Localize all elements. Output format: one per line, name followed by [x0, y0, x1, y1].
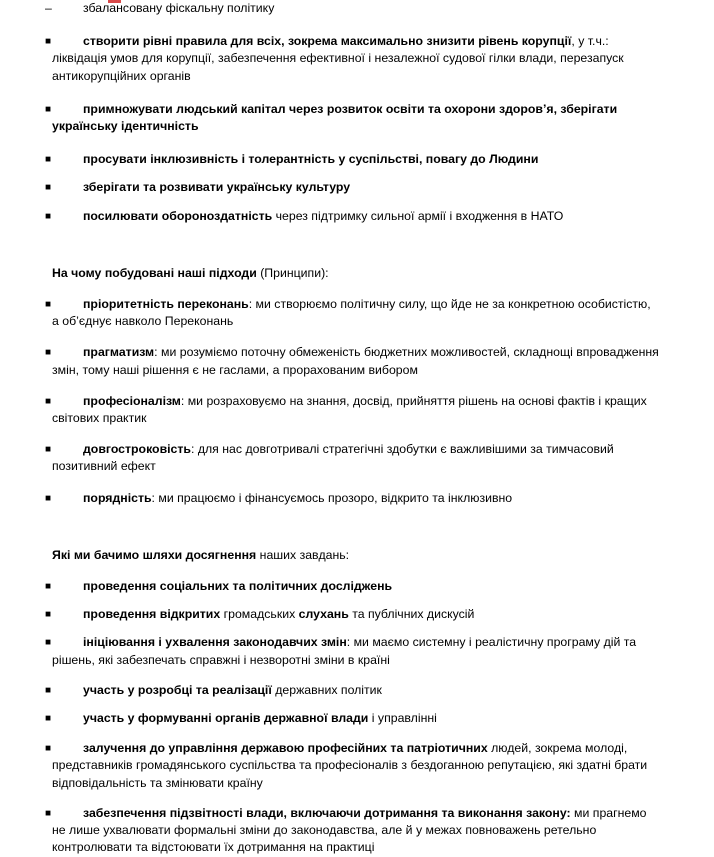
bullet-item [0, 606, 714, 623]
bullet-text [52, 296, 660, 330]
text-run: ми прагнемо не лише ухвалювати формальні зміни до законодавства, але й у межах повноважень ретельно контролювати та відстоювати їх дотримання на практиці [52, 805, 647, 855]
bullet-item [0, 740, 714, 792]
text-run-bold: примножувати людський капітал через розвиток освіти та охорони здоров’я, зберігати українську ідентичність [52, 101, 618, 134]
text-run-bold: професіоналізм [83, 393, 181, 408]
square-bullet-marker: ■ [45, 103, 52, 115]
text-run: та публічних дискусій [348, 607, 475, 622]
square-bullet-marker: ■ [45, 713, 52, 725]
text-run-bold: участь у формуванні органів державної влади [83, 711, 369, 726]
bullet-text [52, 805, 660, 857]
square-bullet-marker: ■ [45, 395, 52, 407]
bullet-item [0, 208, 714, 225]
heading-text [52, 266, 329, 280]
text-run: : для нас довготривалі стратегічні здобутки є важливішими за тимчасовий позитивний ефект [52, 442, 614, 474]
bullet-text [52, 101, 660, 135]
bullet-text [52, 578, 660, 595]
square-bullet-marker: ■ [45, 581, 52, 593]
section-heading [0, 547, 714, 564]
bullet-text [52, 0, 660, 17]
square-bullet-marker: ■ [45, 743, 52, 755]
square-bullet-marker: ■ [45, 807, 52, 819]
text-run: : ми працюємо і фінансуємось прозоро, відкрито та інклюзивно [151, 490, 513, 505]
text-run-bold: залучення до управління державою професійних та патріотичних [83, 741, 488, 756]
bullet-item [0, 634, 714, 668]
text-run: : ми створюємо політичну силу, що йде не за конкретною особистістю, а об’єднує навколо Переконань [52, 297, 651, 329]
square-bullet-marker: ■ [45, 609, 52, 621]
dash-bullet-marker: – [45, 1, 52, 15]
square-bullet-marker: ■ [45, 210, 52, 222]
text-run: державних політик [271, 682, 382, 697]
square-bullet-marker: ■ [45, 492, 52, 504]
text-run-bold: посилювати обороноздатність [83, 208, 273, 223]
text-run: через підтримку сильної армії і входження в НАТО [272, 208, 564, 223]
bullet-text [52, 441, 660, 475]
bullet-item [0, 179, 714, 196]
bullet-item [0, 101, 714, 135]
bullet-text [52, 710, 660, 727]
bullet-item [0, 344, 714, 378]
text-run-bold: проведення соціальних та політичних досліджень [83, 579, 393, 594]
square-bullet-marker: ■ [45, 444, 52, 456]
square-bullet-marker: ■ [45, 347, 52, 359]
text-run-bold: На чому побудовані наші підходи [52, 265, 257, 280]
text-run-bold: ініціювання і ухвалення законодавчих змін [83, 635, 347, 650]
bullet-text [52, 490, 660, 507]
text-run: : ми маємо системну і реалістичну програму дій та рішень, які забезпечать справжні і незворотні зміни в країні [52, 635, 637, 667]
bullet-text [52, 606, 660, 623]
text-run: : ми розраховуємо на знання, досвід, прийняття рішень на основі фактів і кращих світових практик [52, 393, 647, 426]
text-run-bold: пріоритетність переконань [83, 297, 249, 312]
bullet-text [52, 634, 660, 668]
bullet-text [52, 208, 660, 225]
square-bullet-marker: ■ [45, 684, 52, 696]
text-run: наших завдань: [256, 547, 350, 562]
text-run-bold: участь у розробці та реалізації [83, 682, 272, 697]
bullet-item [0, 490, 714, 507]
square-bullet-marker: ■ [45, 36, 52, 48]
text-run: , у т.ч.: ліквідація умов для корупції, забезпечення ефективної і незалежної судової гілки влади, перезапуск антикорупційних органів [52, 34, 624, 83]
text-run-bold: Які ми бачимо шляхи досягнення [52, 547, 257, 562]
heading-text [52, 548, 349, 562]
bullet-item [0, 710, 714, 727]
text-run-bold: просувати інклюзивність і толерантність у суспільстві, повагу до Людини [83, 152, 539, 167]
text-run: збалансовану фіскальну політику [83, 1, 275, 15]
bullet-item [0, 151, 714, 168]
text-run-bold: слухань [298, 607, 349, 622]
text-run-bold: довгостроковість [83, 442, 191, 457]
bullet-text [52, 344, 660, 378]
bullet-text [52, 151, 660, 168]
bullet-item [0, 805, 714, 857]
text-run: і управлінні [368, 711, 437, 726]
square-bullet-marker: ■ [45, 182, 52, 194]
bullet-text [52, 393, 660, 427]
bullet-item [0, 578, 714, 595]
bullet-item [0, 682, 714, 699]
text-run: (Принципи): [256, 265, 329, 280]
bullet-item [0, 296, 714, 330]
text-run-bold: проведення відкритих [83, 607, 221, 622]
text-run: громадських [220, 607, 299, 622]
square-bullet-marker: ■ [45, 154, 52, 166]
bullet-item [0, 393, 714, 427]
bullet-text [52, 179, 660, 196]
text-run-bold: створити рівні правила для всіх, зокрема максимально знизити рівень корупції [83, 34, 572, 49]
bullet-text [52, 33, 660, 85]
bullet-text [52, 740, 660, 792]
text-run-bold: зберігати та розвивати українську культуру [83, 180, 351, 195]
text-run-bold: прагматизм [83, 345, 155, 360]
text-run-bold: забезпечення підзвітності влади, включаючи дотримання та виконання закону: [83, 805, 571, 820]
text-run-bold: порядність [83, 490, 152, 505]
bullet-item [0, 33, 714, 85]
text-run: людей, зокрема молоді, представників громадянського суспільства та професіоналів з бездоганною репутацією, які здатні брати відповідальність та змінювати країну [52, 741, 648, 790]
bullet-item [0, 0, 714, 17]
section-heading [0, 265, 714, 282]
bullet-item [0, 441, 714, 475]
square-bullet-marker: ■ [45, 299, 52, 311]
bullet-text [52, 682, 660, 699]
text-run: : ми розуміємо поточну обмеженість бюджетних можливостей, складнощі впровадження змін, тому наші рішення є не гаслами, а прорахованим вибором [52, 345, 659, 377]
square-bullet-marker: ■ [45, 637, 52, 649]
